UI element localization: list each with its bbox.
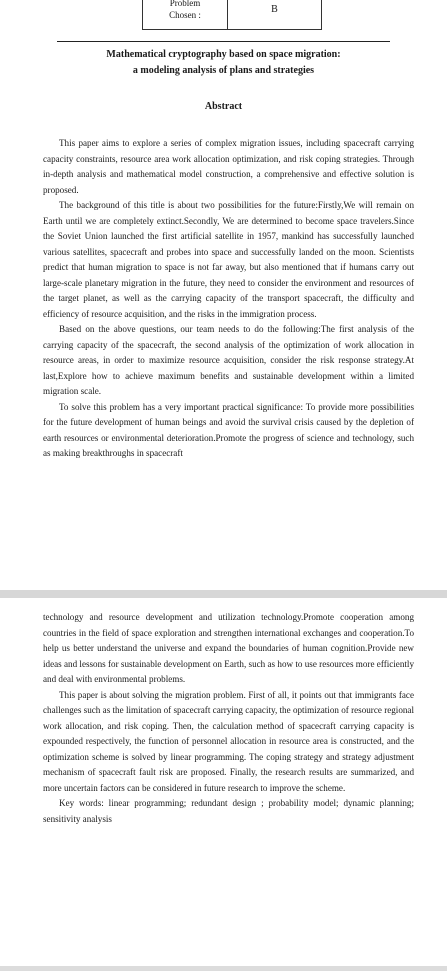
chosen-label: Chosen : — [169, 10, 201, 20]
paper-page-2 — [0, 598, 447, 966]
keywords-paragraph: Key words: linear programming; redundant design ; probability model; dynamic planning; sensitivity analysis — [43, 798, 414, 824]
chosen-value: B — [228, 0, 322, 30]
abstract-paragraph: The background of this title is about two possibilities for the future:Firstly,We will remain on Earth until we are completely extinct.Secondly, We are determined to become space travelers.Since the Soviet Union launched the first artificial satellite in 1957, mankind has successfully launched various satellites, spacecraft and probes into space and successfully landed on the moon. Scientists predict that human migration to space is not far away, but also mentioned that if humans carry out large-scale planetary migration in the future, they need to consider the environment and resources of the target planet, as well as the carrying capacity of the transport spacecraft, the difficulty and efficiency of resource acquisition, and the risks in the immigration process. — [43, 200, 414, 319]
abstract-heading: Abstract — [204, 101, 243, 112]
paper-title-line-2: a modeling analysis of plans and strategies — [132, 65, 315, 76]
problem-chosen-table — [142, 0, 322, 30]
paper-title-line-1: Mathematical cryptography based on space migration: — [106, 49, 341, 60]
page-separator — [0, 590, 447, 598]
abstract-paragraph: This paper aims to explore a series of complex migration issues, including spacecraft carrying capacity constraints, resource area work allocation optimization, and risk coping strategies. Through in-depth analysis and mathematical model construction, a comprehensive and effective solution is proposed. — [43, 138, 414, 195]
header-rule — [57, 41, 390, 42]
problem-label: Problem — [169, 0, 201, 8]
page-separator-bottom — [0, 966, 447, 971]
abstract-paragraph: To solve this problem has a very important practical significance: To provide more possibilities for the future development of human beings and avoid the survival crisis caused by the depletion of earth resources or environmental deterioration.Promote the progress of science and technology, such as making breakthroughs in spacecraft — [43, 401, 414, 458]
paper-title — [30, 47, 417, 79]
abstract-body-page-1 — [43, 136, 414, 462]
abstract-paragraph: Based on the above questions, our team needs to do the following:The first analysis of the carrying capacity of the spacecraft, the second analysis of the optimization of work allocation in resource areas, in order to maximize resource acquisition, consider the risk response strategy.At last,Explore how to achieve maximum benefits and sustainable development within a limited migration scale. — [43, 324, 414, 396]
abstract-paragraph: technology and resource development and utilization technology.Promote cooperation among countries in the field of space exploration and strengthen international exchanges and cooperation.To help us better understand the universe and expand the boundaries of human cognition.Provide new ideas and lessons for sustainable development on Earth, such as how to use resources more efficiently and deal with environmental problems. — [43, 612, 414, 684]
problem-chosen-label — [143, 0, 228, 30]
abstract-paragraph: This paper is about solving the migration problem. First of all, it points out that immigrants face challenges such as the limitation of spacecraft carrying capacity, the optimization of resource regional work allocation, and risk coping. Then, the calculation method of spacecraft carrying capacity is expounded respectively, the function of personnel allocation in resource area is constructed, and the optimization scheme is solved by linear programming. The coping strategy and strategy adjustment mechanism of spacecraft fault risk are proposed. Finally, the research results are summarized, and more uncertain factors can be considered in future research to improve the scheme. — [43, 689, 414, 793]
abstract-body-page-2 — [43, 610, 414, 827]
